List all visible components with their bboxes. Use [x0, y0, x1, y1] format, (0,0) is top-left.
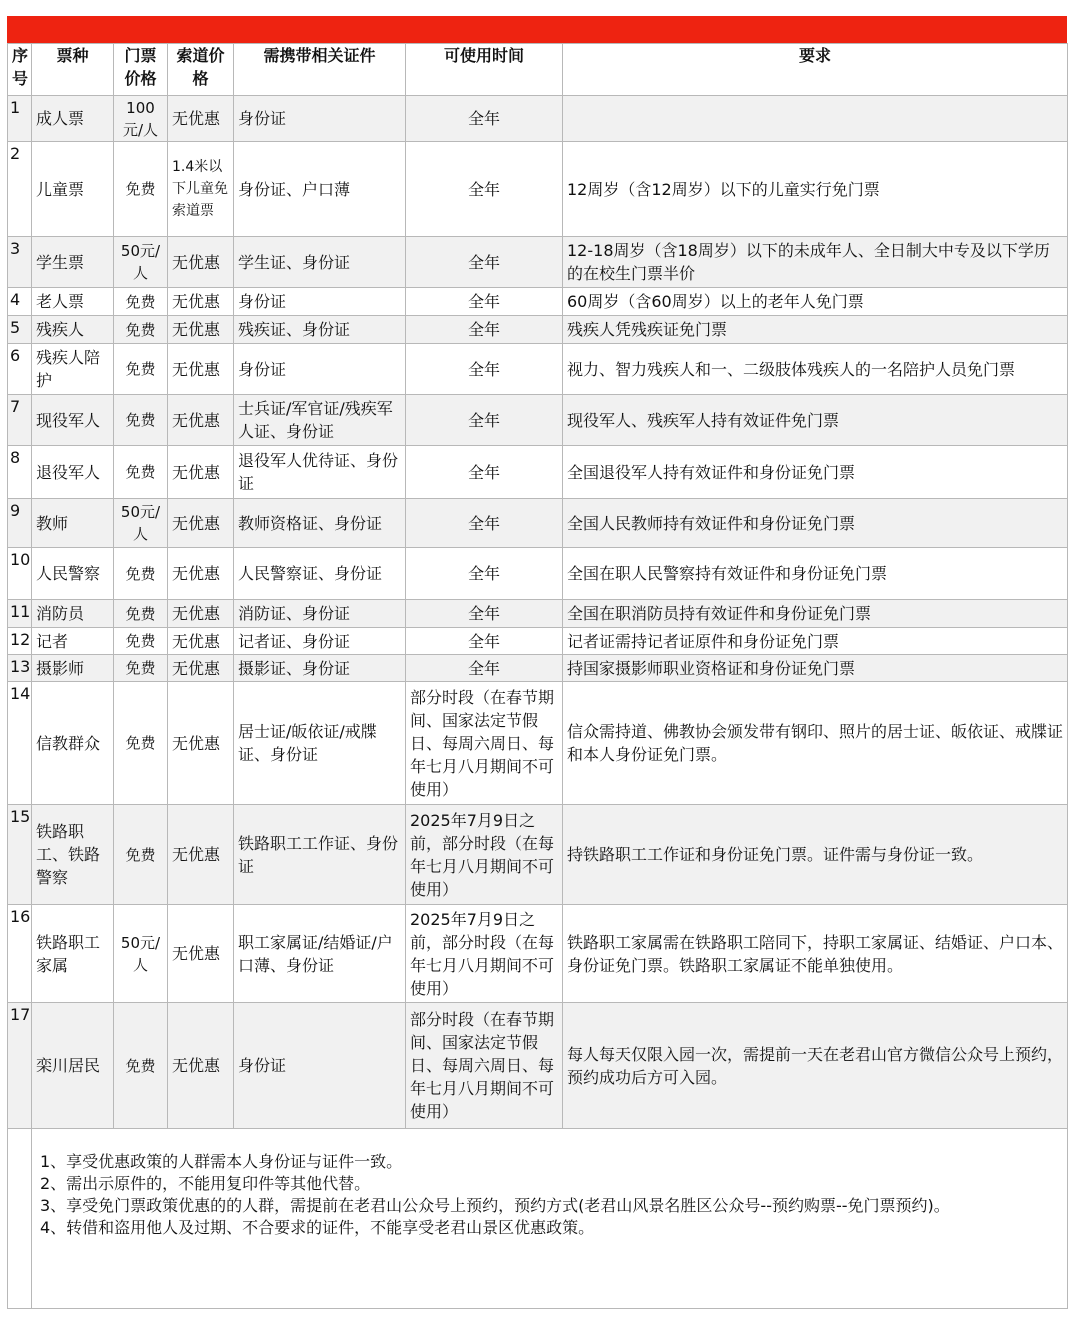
cell-usage-time: 全年: [406, 548, 563, 600]
cell-documents: 身份证、户口薄: [234, 142, 406, 237]
cell-price: 免费: [114, 446, 168, 499]
cell-price: 免费: [114, 288, 168, 316]
cell-documents: 退役军人优待证、身份证: [234, 446, 406, 499]
cell-ticket-type: 人民警察: [32, 548, 114, 600]
cell-price: 100元/人: [114, 96, 168, 142]
table-row: [8, 655, 1068, 682]
cell-usage-time: 全年: [406, 237, 563, 288]
cell-documents: 士兵证/军官证/残疾军人证、身份证: [234, 395, 406, 446]
cell-requirement: 持铁路职工工作证和身份证免门票。证件需与身份证一致。: [563, 805, 1068, 905]
cell-usage-time: 部分时段（在春节期间、国家法定节假日、每周六周日、每年七月八月期间不可使用）: [406, 682, 563, 805]
table-row: [8, 237, 1068, 288]
cell-cable-price: 无优惠: [168, 288, 234, 316]
cell-ticket-type: 残疾人陪护: [32, 344, 114, 395]
cell-ticket-type: 成人票: [32, 96, 114, 142]
cell-price: 免费: [114, 805, 168, 905]
cell-requirement: 全国在职人民警察持有效证件和身份证免门票: [563, 548, 1068, 600]
cell-cable-price: 无优惠: [168, 628, 234, 655]
ticket-table: [7, 43, 1068, 1309]
cell-requirement: 全国在职消防员持有效证件和身份证免门票: [563, 600, 1068, 628]
cell-price: 免费: [114, 344, 168, 395]
cell-price: 免费: [114, 628, 168, 655]
cell-cable-price: 无优惠: [168, 805, 234, 905]
col-header-cable: 索道价格: [168, 44, 234, 96]
cell-price: 免费: [114, 395, 168, 446]
cell-price: 免费: [114, 682, 168, 805]
cell-requirement: 残疾人凭残疾证免门票: [563, 316, 1068, 344]
cell-price: 免费: [114, 655, 168, 682]
col-header-seq: 序号: [8, 44, 32, 96]
cell-usage-time: 2025年7月9日之前，部分时段（在每年七月八月期间不可使用）: [406, 905, 563, 1003]
cell-ticket-type: 信教群众: [32, 682, 114, 805]
cell-documents: 职工家属证/结婚证/户口薄、身份证: [234, 905, 406, 1003]
table-row: [8, 288, 1068, 316]
cell-ticket-type: 教师: [32, 499, 114, 548]
table-body: [8, 96, 1068, 1129]
cell-price: 免费: [114, 1003, 168, 1129]
note-1: 1、享受优惠政策的人群需本人身份证与证件一致。: [40, 1152, 403, 1171]
cell-documents: 居士证/皈依证/戒牒证、身份证: [234, 682, 406, 805]
cell-documents: 人民警察证、身份证: [234, 548, 406, 600]
cell-price: 50元/人: [114, 905, 168, 1003]
cell-seq: 6: [8, 344, 32, 395]
note-4: 4、转借和盗用他人及过期、不合要求的证件，不能享受老君山景区优惠政策。: [40, 1218, 595, 1237]
cell-documents: 摄影证、身份证: [234, 655, 406, 682]
cell-cable-price: 无优惠: [168, 395, 234, 446]
table-row: [8, 628, 1068, 655]
table-row: [8, 1003, 1068, 1129]
cell-requirement: 持国家摄影师职业资格证和身份证免门票: [563, 655, 1068, 682]
notes-cell: [32, 1129, 1068, 1309]
cell-seq: 10: [8, 548, 32, 600]
cell-cable-price: 无优惠: [168, 96, 234, 142]
cell-usage-time: 全年: [406, 142, 563, 237]
cell-usage-time: 全年: [406, 395, 563, 446]
cell-ticket-type: 老人票: [32, 288, 114, 316]
table-row: [8, 682, 1068, 805]
cell-price: 免费: [114, 316, 168, 344]
cell-ticket-type: 残疾人: [32, 316, 114, 344]
cell-ticket-type: 铁路职工家属: [32, 905, 114, 1003]
cell-seq: 16: [8, 905, 32, 1003]
header-row: [8, 44, 1068, 96]
cell-cable-price: 无优惠: [168, 600, 234, 628]
table-row: [8, 446, 1068, 499]
cell-requirement: 全国人民教师持有效证件和身份证免门票: [563, 499, 1068, 548]
cell-seq: 8: [8, 446, 32, 499]
cell-requirement: 铁路职工家属需在铁路职工陪同下，持职工家属证、结婚证、户口本、身份证免门票。铁路职工家属证不能单独使用。: [563, 905, 1068, 1003]
cell-seq: 15: [8, 805, 32, 905]
cell-seq: 2: [8, 142, 32, 237]
cell-documents: 学生证、身份证: [234, 237, 406, 288]
cell-seq: 12: [8, 628, 32, 655]
cell-usage-time: 2025年7月9日之前，部分时段（在每年七月八月期间不可使用）: [406, 805, 563, 905]
cell-requirement: 12周岁（含12周岁）以下的儿童实行免门票: [563, 142, 1068, 237]
cell-requirement: 12-18周岁（含18周岁）以下的未成年人、全日制大中专及以下学历的在校生门票半价: [563, 237, 1068, 288]
cell-documents: 身份证: [234, 344, 406, 395]
cell-usage-time: 部分时段（在春节期间、国家法定节假日、每周六周日、每年七月八月期间不可使用）: [406, 1003, 563, 1129]
table-row: [8, 96, 1068, 142]
notes-spacer: [8, 1129, 32, 1309]
cell-ticket-type: 学生票: [32, 237, 114, 288]
cell-usage-time: 全年: [406, 344, 563, 395]
cell-seq: 5: [8, 316, 32, 344]
cell-documents: 身份证: [234, 1003, 406, 1129]
cell-ticket-type: 现役军人: [32, 395, 114, 446]
cell-documents: 残疾证、身份证: [234, 316, 406, 344]
cell-seq: 11: [8, 600, 32, 628]
cell-usage-time: 全年: [406, 600, 563, 628]
cell-cable-price: 无优惠: [168, 237, 234, 288]
col-header-price: 门票价格: [114, 44, 168, 96]
cell-requirement: [563, 96, 1068, 142]
cell-seq: 9: [8, 499, 32, 548]
cell-cable-price: 无优惠: [168, 548, 234, 600]
note-3: 3、享受免门票政策优惠的的人群，需提前在老君山公众号上预约，预约方式(老君山风景名胜区公众号--预约购票--免门票预约)。: [40, 1196, 950, 1215]
cell-cable-price: 无优惠: [168, 905, 234, 1003]
cell-requirement: 每人每天仅限入园一次，需提前一天在老君山官方微信公众号上预约，预约成功后方可入园。: [563, 1003, 1068, 1129]
table-row: [8, 805, 1068, 905]
cell-documents: 教师资格证、身份证: [234, 499, 406, 548]
cell-cable-price: 无优惠: [168, 655, 234, 682]
cell-ticket-type: 栾川居民: [32, 1003, 114, 1129]
cell-documents: 记者证、身份证: [234, 628, 406, 655]
col-header-type: 票种: [32, 44, 114, 96]
cell-cable-price: 无优惠: [168, 682, 234, 805]
table-row: [8, 548, 1068, 600]
cell-ticket-type: 儿童票: [32, 142, 114, 237]
cell-cable-price: 无优惠: [168, 446, 234, 499]
cell-requirement: 全国退役军人持有效证件和身份证免门票: [563, 446, 1068, 499]
cell-price: 免费: [114, 600, 168, 628]
col-header-req: 要求: [563, 44, 1068, 96]
table-row: [8, 344, 1068, 395]
cell-requirement: 现役军人、残疾军人持有效证件免门票: [563, 395, 1068, 446]
table-row: [8, 905, 1068, 1003]
table-row: [8, 499, 1068, 548]
col-header-docs: 需携带相关证件: [234, 44, 406, 96]
cell-documents: 消防证、身份证: [234, 600, 406, 628]
cell-seq: 14: [8, 682, 32, 805]
cell-ticket-type: 退役军人: [32, 446, 114, 499]
cell-requirement: 记者证需持记者证原件和身份证免门票: [563, 628, 1068, 655]
cell-seq: 17: [8, 1003, 32, 1129]
cell-price: 50元/人: [114, 499, 168, 548]
cell-seq: 1: [8, 96, 32, 142]
cell-usage-time: 全年: [406, 446, 563, 499]
cell-usage-time: 全年: [406, 316, 563, 344]
cell-ticket-type: 铁路职工、铁路警察: [32, 805, 114, 905]
col-header-time: 可使用时间: [406, 44, 563, 96]
cell-requirement: 信众需持道、佛教协会颁发带有钢印、照片的居士证、皈依证、戒牒证和本人身份证免门票。: [563, 682, 1068, 805]
table-row: [8, 395, 1068, 446]
cell-seq: 4: [8, 288, 32, 316]
cell-seq: 13: [8, 655, 32, 682]
cell-cable-price: 无优惠: [168, 1003, 234, 1129]
cell-requirement: 视力、智力残疾人和一、二级肢体残疾人的一名陪护人员免门票: [563, 344, 1068, 395]
note-2: 2、需出示原件的，不能用复印件等其他代替。: [40, 1174, 371, 1193]
cell-price: 50元/人: [114, 237, 168, 288]
cell-usage-time: 全年: [406, 655, 563, 682]
table-row: [8, 316, 1068, 344]
table-row: [8, 600, 1068, 628]
cell-usage-time: 全年: [406, 499, 563, 548]
cell-cable-price: 无优惠: [168, 344, 234, 395]
cell-price: 免费: [114, 548, 168, 600]
cell-requirement: 60周岁（含60周岁）以上的老年人免门票: [563, 288, 1068, 316]
cell-documents: 身份证: [234, 96, 406, 142]
table-row: [8, 142, 1068, 237]
cell-ticket-type: 记者: [32, 628, 114, 655]
notes-row: [8, 1129, 1068, 1309]
cell-usage-time: 全年: [406, 96, 563, 142]
cell-ticket-type: 摄影师: [32, 655, 114, 682]
cell-usage-time: 全年: [406, 628, 563, 655]
header-red-bar: [7, 16, 1067, 43]
cell-cable-price: 无优惠: [168, 499, 234, 548]
cell-usage-time: 全年: [406, 288, 563, 316]
cell-ticket-type: 消防员: [32, 600, 114, 628]
cell-price: 免费: [114, 142, 168, 237]
cell-seq: 3: [8, 237, 32, 288]
cell-documents: 铁路职工工作证、身份证: [234, 805, 406, 905]
cell-cable-price: 1.4米以下儿童免索道票: [168, 142, 234, 237]
cell-cable-price: 无优惠: [168, 316, 234, 344]
cell-documents: 身份证: [234, 288, 406, 316]
cell-seq: 7: [8, 395, 32, 446]
